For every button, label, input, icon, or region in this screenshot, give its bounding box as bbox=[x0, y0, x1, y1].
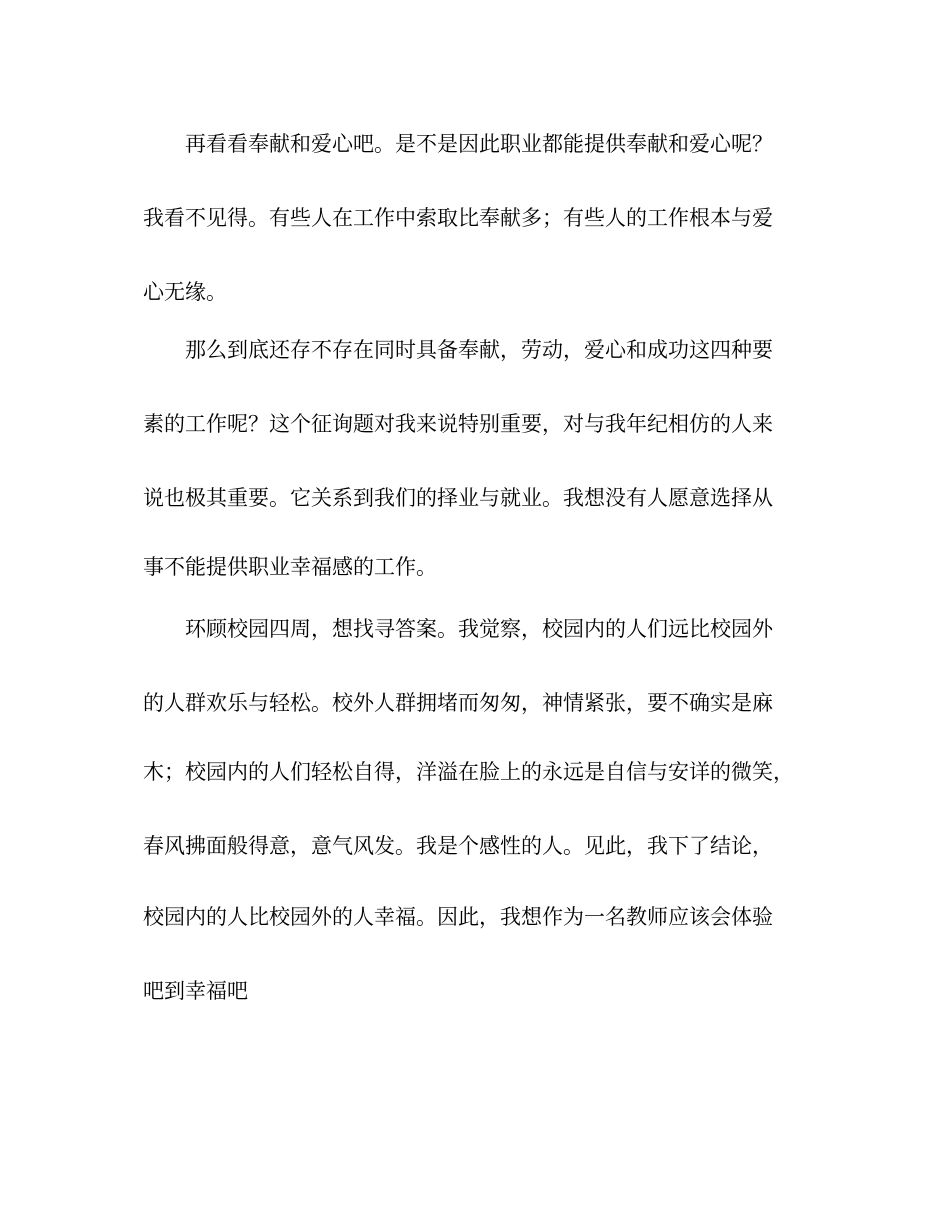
paragraph-3-line-5: 校园内的人比校园外的人幸福。因此，我想作为一名教师应该会体验 bbox=[143, 905, 773, 929]
paragraph-3-line-3: 木；校园内的人们轻松自得，洋溢在脸上的永远是自信与安详的微笑， bbox=[143, 760, 794, 784]
paragraph-1-line-1: 再看看奉献和爱心吧。是不是因此职业都能提供奉献和爱心呢？ bbox=[185, 132, 773, 156]
paragraph-2-line-3: 说也极其重要。它关系到我们的择业与就业。我想没有人愿意选择从 bbox=[143, 486, 773, 510]
paragraph-3-line-1: 环顾校园四周，想找寻答案。我觉察，校园内的人们远比校园外 bbox=[185, 617, 773, 641]
paragraph-1-line-2: 我看不见得。有些人在工作中索取比奉献多；有些人的工作根本与爱 bbox=[143, 206, 773, 230]
paragraph-2-line-1: 那么到底还存不存在同时具备奉献，劳动，爱心和成功这四种要 bbox=[185, 338, 773, 362]
paragraph-3-line-2: 的人群欢乐与轻松。校外人群拥堵而匆匆，神情紧张，要不确实是麻 bbox=[143, 691, 773, 715]
paragraph-2-line-4: 事不能提供职业幸福感的工作。 bbox=[143, 555, 437, 579]
paragraph-3-line-4: 春风拂面般得意，意气风发。我是个感性的人。见此，我下了结论， bbox=[143, 834, 773, 858]
paragraph-1-line-3: 心无缘。 bbox=[143, 280, 227, 304]
paragraph-3-line-6: 吧到幸福吧 bbox=[143, 979, 248, 1003]
paragraph-2-line-2: 素的工作呢？这个征询题对我来说特别重要，对与我年纪相仿的人来 bbox=[143, 412, 773, 436]
